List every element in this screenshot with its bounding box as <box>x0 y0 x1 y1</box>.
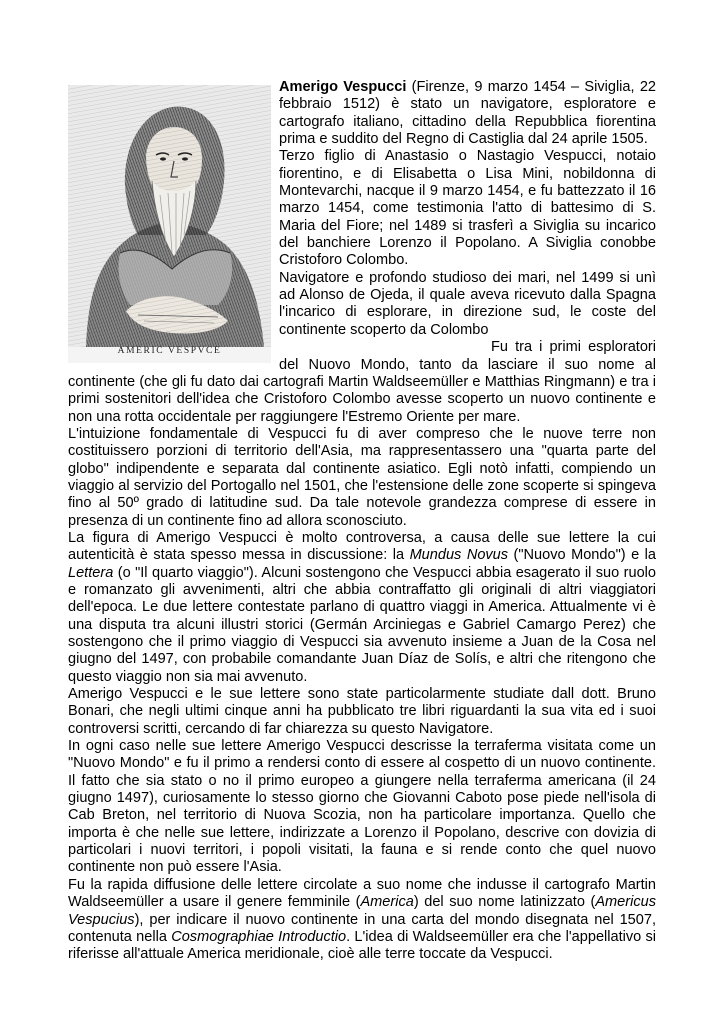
controversy-text-a: La figura di Amerigo Vespucci è molto controversa, a causa delle sue lettere la cui autenticità è stata spesso messa in discussione: la <box>68 529 656 564</box>
paragraph-new-world: In ogni caso nelle sue lettere Amerigo Vespucci descrisse la terraferma visitata come un "Nuovo Mondo" e fu il primo a rendersi conto di essere al cospetto di un nuovo continente. Il fatto che sia stato o no il primo europeo a giungere nella terraferma americana (il 24 giugno 1497), curiosamente lo stesso giorno che Giovanni Caboto pose piede nell'isola di Cab Breton, nel territorio di Nuova Scozia, non ha particolare importanza. Quello che importa è che nelle sue lettere, indirizzate a Lorenzo il Popolano, descrive con dovizia di particolari i nuovi territori, i popoli visitati, la fauna e si rende conto che quel nuovo continente non può essere l'Asia. <box>68 738 656 876</box>
title-lettera: Lettera <box>68 564 114 581</box>
intro-text: (Firenze, 9 marzo 1454 – Siviglia, 22 febbraio 1512) è stato un navigatore, esploratore e cartografo italiano, cittadino della Repubblica fiorentina prima e suddito del Regno di Castiglia dal 24 aprile 1505. <box>279 79 657 148</box>
term-americus-vespucius: Americus Vespucius <box>68 894 656 928</box>
title-cosmographiae: Cosmographiae Introductio <box>171 928 347 945</box>
term-america: America <box>360 894 414 911</box>
title-mundus-novus: Mundus Novus <box>409 547 509 564</box>
paragraph-intuition: L'intuizione fondamentale di Vespucci fu di aver compreso che le nuove terre non costituissero porzioni di territorio dell'Asia, ma rappresentassero una "quarta parte del globo" indipendente e separata dal continente asiatico. Egli notò infatti, compiendo un viaggio al servizio del Portogallo nel 1501, che l'estensione delle zone scoperte si spingeva fino al 50º grado di latitudine sud. Da tale notevole grandezza comprese di essere in presenza di un continente fino ad allora sconosciuto. <box>68 425 656 529</box>
paragraph-birth: Terzo figlio di Anastasio o Nastagio Vespucci, notaio fiorentino, e di Elisabetta o Lisa Mini, nobildonna di Montevarchi, nacque il 9 marzo 1454, e fu battezzato il 16 marzo 1454, come testimonia l'atto di battesimo di S. Maria del Fiore; nel 1489 si trasferì a Siviglia su incarico del banchiere Lorenzo il Popolano. A Siviglia conobbe Cristoforo Colombo. <box>279 148 656 269</box>
naming-text-b: ) del suo nome latinizzato ( <box>413 894 596 911</box>
paragraph-explorer: Fu tra i primi esploratori del Nuovo Mondo, tanto da lasciare il suo nome al continente (che gli fu dato dai cartografi Martin Waldseemüller e Matthias Ringmann) e tra i primi sostenitori dell'idea che Cristoforo Colombo avesse scoperto un nuovo continente e non una rotta occidentale per raggiungere l'Estremo Oriente per mare. <box>68 339 656 425</box>
paragraph-navigator: Navigatore e profondo studioso dei mari, nel 1499 si unì ad Alonso de Ojeda, il quale aveva ricevuto dalla Spagna l'incarico di esplorare, in direzione sud, le coste del continente scoperto da Colombo <box>279 269 656 338</box>
controversy-text-b: ("Nuovo Mondo") e la <box>508 547 656 564</box>
portrait-engraving <box>68 85 271 363</box>
paragraph-controversy <box>68 530 656 686</box>
naming-text-a: Fu la rapida diffusione delle lettere circolate a suo nome che indusse il cartografo Martin Waldseemüller a usare il genere femminile ( <box>68 876 656 911</box>
subject-name: Amerigo Vespucci <box>279 79 407 95</box>
paragraph-naming <box>68 877 656 964</box>
paragraph-studies: Amerigo Vespucci e le sue lettere sono state particolarmente studiate dall dott. Bruno Bonari, che negli ultimi cinque anni ha pubblicato tre libri riguardanti la sua vita ed i suoi controversi scritti, cercando di far chiarezza su questo Navigatore. <box>68 686 656 737</box>
naming-text-d: . L'idea di Waldseemüller era che l'appellativo si riferisse all'attuale America meridionale, cioè alle terre toccate da Vespucci. <box>68 928 657 963</box>
document-page <box>68 79 656 964</box>
naming-text-c: ), per indicare il nuovo continente in una carta del mondo disegnata nel 1507, contenuta nella <box>68 911 656 945</box>
portrait-caption: AMERIC VESPVCE <box>117 345 222 356</box>
portrait-illustration <box>68 85 271 363</box>
controversy-text-c: (o "Il quarto viaggio"). Alcuni sostengono che Vespucci abbia esagerato il suo ruolo e romanzato gli avvenimenti, altri che abbia contraffatto gli originali di altri viaggiatori dell'epoca. Le due lettere contestate parlano di quattro viaggi in America. Attualmente vi è una disputa tra alcuni illustri storici (Germán Arciniegas e Gabriel Camargo Perez) che sostengono che il primo viaggio di Vespucci sia avvenuto insieme a Juan de la Cosa nel giugno del 1497, con probabile comandante Juan Díaz de Solís, e altri che ritengono che questo viaggio non sia mai avvenuto. <box>68 564 656 685</box>
